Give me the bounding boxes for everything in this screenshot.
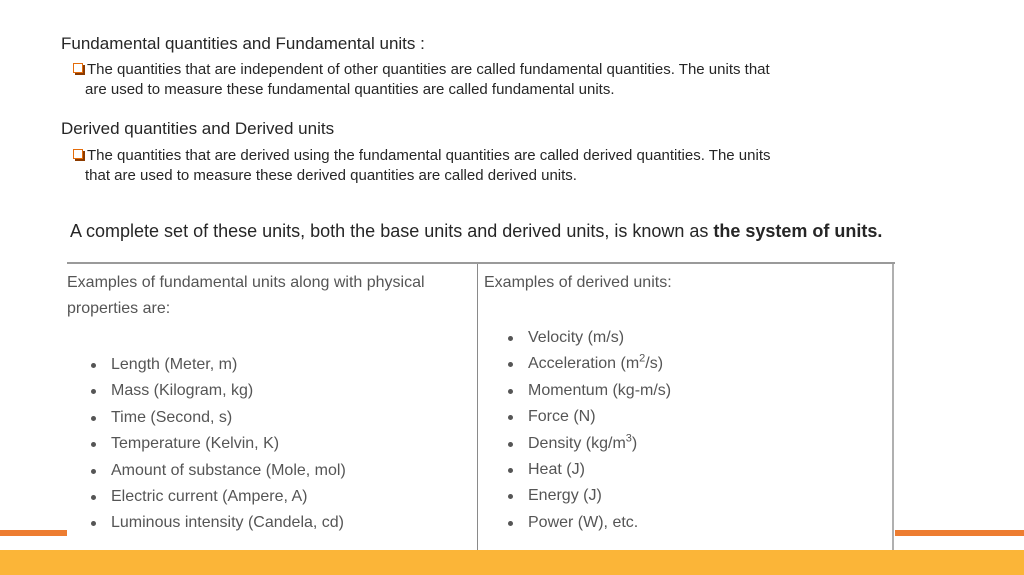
derived-unit-item: Velocity (m/s) — [484, 325, 671, 351]
fundamental-unit-item: Time (Second, s) — [67, 405, 346, 431]
fundamental-unit-item: Amount of substance (Mole, mol) — [67, 458, 346, 484]
unit-exponent: 3 — [625, 432, 632, 445]
derived-heading: Derived quantities and Derived units — [61, 119, 335, 138]
derived-bullet-text1: The quantities that are derived using the fundamental quantities are called derived quantities. The units — [87, 147, 771, 164]
fundamental-bullet — [73, 60, 923, 100]
checkbox-bullet-icon — [73, 149, 83, 159]
fundamental-units-list — [67, 352, 346, 537]
derived-unit-text-end: /s) — [645, 355, 664, 373]
column-divider — [477, 264, 478, 550]
fundamental-unit-item: Electric current (Ampere, A) — [67, 484, 346, 510]
derived-unit-item: Force (N) — [484, 404, 671, 430]
derived-bullet — [73, 146, 923, 186]
derived-unit-item: Momentum (kg-m/s) — [484, 378, 671, 404]
derived-unit-text: Density (kg/m — [528, 434, 626, 452]
derived-unit-text: Acceleration (m — [528, 355, 640, 373]
unit-exponent: 2 — [639, 353, 646, 366]
derived-unit-item: Energy (J) — [484, 483, 671, 509]
units-examples-table — [67, 262, 895, 550]
fundamental-examples-heading-line1: Examples of fundamental units along with physical — [67, 274, 425, 291]
table-right-border — [892, 264, 894, 550]
fundamental-bullet-line2: are used to measure these fundamental quantities are called fundamental units. — [85, 81, 615, 98]
summary-text: A complete set of these units, both the base units and derived units, is known as — [70, 221, 714, 241]
fundamental-heading: Fundamental quantities and Fundamental units : — [61, 34, 425, 53]
footer-band — [0, 550, 1024, 575]
fundamental-examples-heading — [67, 270, 472, 322]
derived-unit-item: Heat (J) — [484, 457, 671, 483]
derived-bullet-line1 — [73, 146, 923, 166]
fundamental-unit-item: Temperature (Kelvin, K) — [67, 431, 346, 457]
derived-units-list — [484, 325, 671, 536]
checkbox-bullet-icon — [73, 63, 83, 73]
fundamental-examples-heading-line2: properties are: — [67, 300, 171, 317]
fundamental-unit-item: Luminous intensity (Candela, cd) — [67, 510, 346, 536]
fundamental-unit-item: Length (Meter, m) — [67, 352, 346, 378]
derived-unit-item — [484, 351, 671, 377]
summary-bold-text: the system of units. — [713, 221, 883, 241]
derived-unit-item: Power (W), etc. — [484, 510, 671, 536]
fundamental-bullet-text1: The quantities that are independent of other quantities are called fundamental quantities. The units that — [87, 61, 770, 78]
fundamental-bullet-line1 — [73, 60, 923, 80]
derived-bullet-line2: that are used to measure these derived quantities are called derived units. — [85, 167, 577, 184]
derived-unit-text-end: ) — [631, 434, 638, 452]
derived-unit-item — [484, 431, 671, 457]
derived-examples-heading: Examples of derived units: — [484, 274, 672, 291]
fundamental-unit-item: Mass (Kilogram, kg) — [67, 378, 346, 404]
system-of-units-statement — [70, 221, 910, 242]
